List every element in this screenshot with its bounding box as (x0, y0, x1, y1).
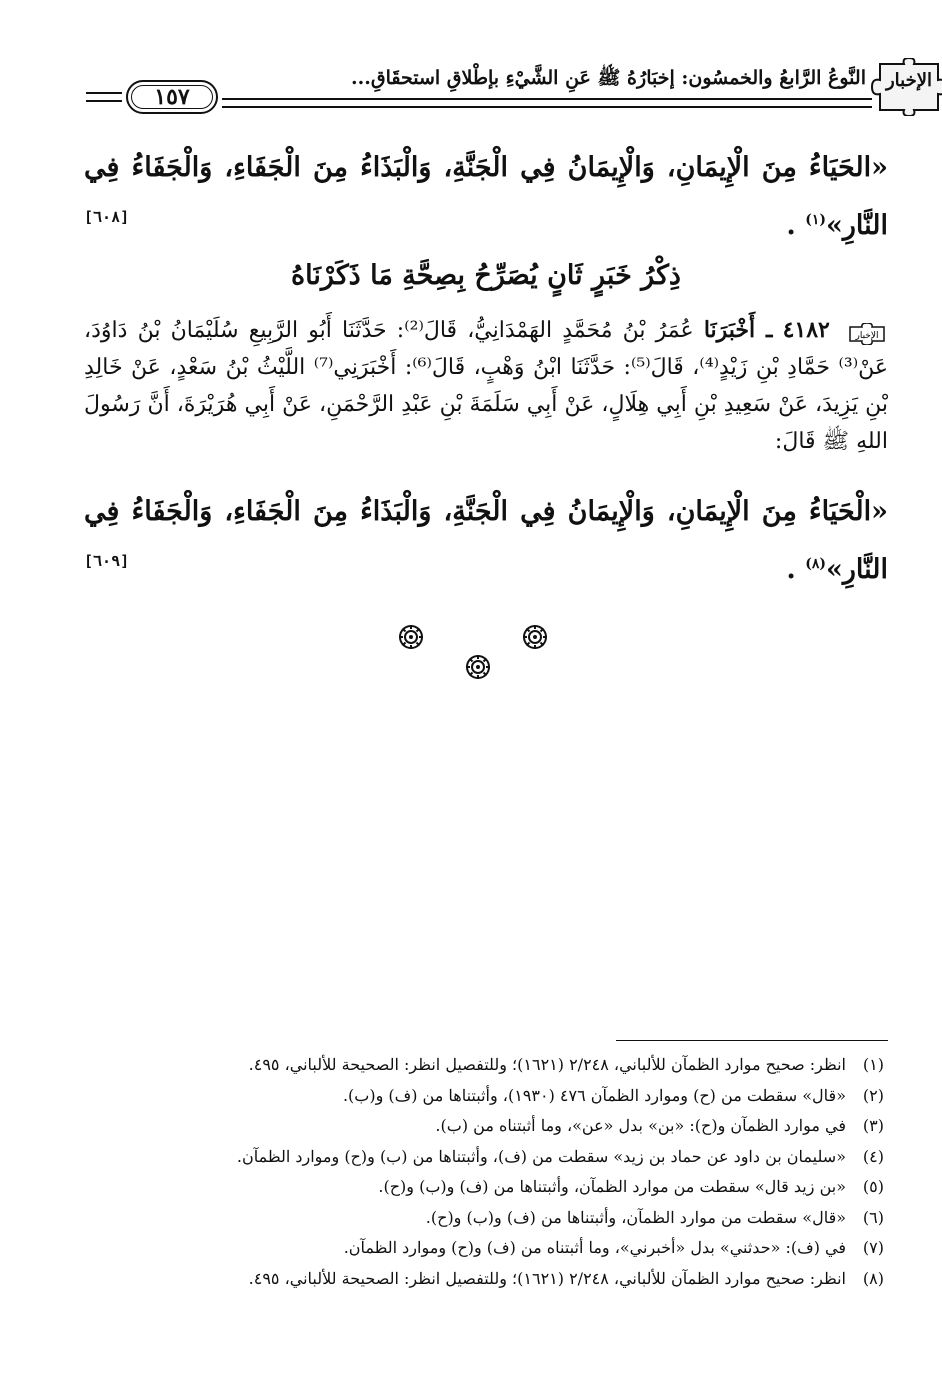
header-double-rule (222, 98, 872, 108)
footnote-separator (616, 1040, 888, 1041)
hadith-ref-609: [٦٠٩] (84, 552, 130, 570)
chapter-badge (870, 58, 942, 116)
page-header (86, 58, 942, 120)
svg-text:الإخبار: الإخبار (855, 331, 879, 341)
hadith-text-1: «الحَيَاءُ مِنَ الْإِيمَانِ، وَالْإِيمَانُ فِي الْجَنَّةِ، وَالْبَذَاءُ مِنَ الْجَفَاءِ، وَالْجَفَاءُ فِي النَّارِ»$^{(١)}$ . (84, 152, 888, 241)
hadith-1-text: «الحَيَاءُ مِنَ الْإِيمَانِ، وَالْإِيمَانُ فِي الْجَنَّةِ، وَالْبَذَاءُ مِنَ الْجَفَاءِ، وَالْجَفَاءُ فِي النَّارِ» (84, 152, 888, 241)
page-number (126, 80, 218, 114)
footnote-8: (٨)انظر: صحيح موارد الظمآن للألباني، ٢/٢٤٨ (١٦٢١)؛ وللتفصيل انظر: الصحيحة للألباني، ٤٩٥. (248, 1268, 884, 1288)
footnote-mark-8: (٨) (805, 556, 826, 572)
isnad-paragraph (84, 312, 888, 460)
footnote-6: (٦)«قال» سقطت من موارد الظمآن، وأثبتناها من (ف) و(ب) و(ح). (425, 1207, 884, 1227)
running-title: النَّوعُ الرَّابعُ والخمسُون: إخبَارُهُ ﷺ عَنِ الشَّيْءِ بإطْلاقِ استحقَاقِ... (350, 67, 866, 89)
footnote-mark-1: (١) (805, 212, 826, 228)
flower-ornament-icon (465, 654, 491, 680)
akhbarana-word: ـ أَخْبَرَنَا (703, 317, 773, 343)
footnote-2: (٢)«قال» سقطت من (ح) وموارد الظمآن ٤٧٦ (١٩٣٠)، وأثبتناها من (ف) و(ب). (342, 1085, 884, 1105)
flower-ornament-icon (398, 624, 424, 650)
footnote-3: (٣)في موارد الظمآن و(ح): «بن» بدل «عن»، وما أثبتناه من (ب). (435, 1116, 884, 1135)
header-double-rule-left (86, 92, 122, 102)
hadith-2-text: «الْحَيَاءُ مِنَ الْإِيمَانِ، وَالْإِيمَانُ فِي الْجَنَّةِ، وَالْبَذَاءُ مِنَ الْجَفَاءِ، وَالْجَفَاءُ فِي النَّارِ» (84, 496, 888, 585)
akhbar-marker-icon (846, 320, 888, 342)
hadith-ref-608: [٦٠٨] (84, 208, 130, 226)
footnotes-list (84, 1050, 884, 1294)
hadith-number: ٤١٨٢ (782, 317, 830, 343)
flower-ornament-icon (522, 624, 548, 650)
footnote-7: (٧)في (ف): «حدثني» بدل «أخبرني»، وما أثبتناه من (ف) و(ح) وموارد الظمآن. (343, 1238, 884, 1257)
footnote-5: (٥)«بن زيد قال» سقطت من موارد الظمآن، وأثبتناها من (ف) و(ب) و(ح). (378, 1177, 884, 1196)
section-heading: ذِكْرُ خَبَرٍ ثَانٍ يُصَرِّحُ بِصِحَّةِ مَا ذَكَرْنَاهُ (291, 260, 681, 291)
page-number-text: ١٥٧ (154, 84, 190, 110)
footnote-4: (٤)«سليمان بن داود عن حماد بن زيد» سقطت من (ف)، وأثبتناها من (ب) و(ح) وموارد الظمآن. (236, 1146, 884, 1166)
footnote-1: (١)انظر: صحيح موارد الظمآن للألباني، ٢/٢٤٨ (١٦٢١)؛ وللتفصيل انظر: الصحيحة للألباني، ٤٩٥. (248, 1055, 884, 1074)
isnad-text: عُمَرُ بْنُ مُحَمَّدٍ الهَمْدَانِيُّ، قَالَ⁽²⁾: حَدَّثَنَا أَبُو الرَّبِيعِ سُلَيْمَانُ بْنُ دَاوُدَ، عَنْ⁽³⁾ حَمَّادِ بْنِ زَيْدٍ⁽⁴⁾، قَالَ⁽⁵⁾: حَدَّثَنَا ابْنُ وَهْبٍ، قَالَ⁽⁶⁾: أَخْبَرَنِي⁽⁷⁾ اللَّيْثُ بْنُ سَعْدٍ، عَنْ خَالِدِ بْنِ يَزِيدَ، عَنْ سَعِيدِ بْنِ أَبِي هِلَالٍ، عَنْ أَبِي سَلَمَةَ بْنِ عَبْدِ الرَّحْمَنِ، عَنْ أَبِي هُرَيْرَةَ، أَنَّ رَسُولَ اللهِ ﷺ قَالَ: (84, 318, 888, 454)
hadith-text-2: «الْحَيَاءُ مِنَ الْإِيمَانِ، وَالْإِيمَانُ فِي الْجَنَّةِ، وَالْبَذَاءُ مِنَ الْجَفَاءِ، وَالْجَفَاءُ فِي النَّارِ»$^{(٨)}$ . (84, 496, 888, 585)
badge-label: الإخبار (885, 70, 932, 91)
